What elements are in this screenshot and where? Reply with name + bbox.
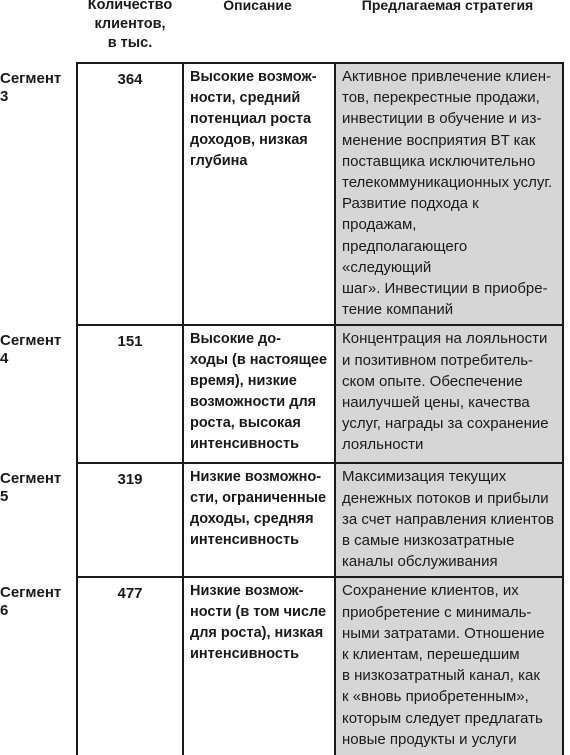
segment-strategy: Активное привлечение клиен- тов, перекрестные продажи, инвестиции в обучение и из- менение восприятия BT как поставщика исключительно телекоммуникационных услуг. Развитие подхода к продажам, предполагающего «следующий шаг». Инвестиции в приобре- тение компаний <box>335 63 563 325</box>
segment-name: Сегмент 4 <box>0 325 77 463</box>
segment-name: Сегмент 3 <box>0 63 77 325</box>
table-row <box>0 63 563 325</box>
segment-description: Низкие возмож- ности (в том числе для роста), низкая интенсивность <box>183 577 335 755</box>
header-description: Описание <box>223 0 292 13</box>
client-count: 151 <box>77 325 183 463</box>
segment-description: Низкие возможно- сти, ограниченные доходы, средняя интенсивность <box>183 463 335 577</box>
segment-description: Высокие возмож- ности, средний потенциал роста доходов, низкая глубина <box>183 63 335 325</box>
client-count: 477 <box>77 577 183 755</box>
table-row <box>0 463 563 577</box>
table-row <box>0 577 563 755</box>
header-proposed-strategy: Предлагаемая стратегия <box>361 0 534 13</box>
table-row <box>0 325 563 463</box>
client-count: 319 <box>77 463 183 577</box>
client-count: 364 <box>77 63 183 325</box>
segment-strategy: Максимизация текущих денежных потоков и прибыли за счет направления клиентов в самые низкозатратные каналы обслуживания <box>335 463 563 577</box>
segment-strategy: Сохранение клиентов, их приобретение с минималь- ными затратами. Отношение к клиентам, перешедшим в низкозатратный канал, как к «вновь приобретенным», которым следует предлагать новые продукты и услуги <box>335 577 563 755</box>
segment-strategy: Концентрация на лояльности и позитивном потребитель- ском опыте. Обеспечение наилучшей цены, качества услуг, награды за сохранение лояльности <box>335 325 563 463</box>
segment-description: Высокие до- ходы (в настоящее время), низкие возможности для роста, высокая интенсивность <box>183 325 335 463</box>
segment-name: Сегмент 5 <box>0 463 77 577</box>
header-client-count: Количество клиентов, в тыс. <box>87 0 173 51</box>
segment-table <box>0 62 564 755</box>
segment-name: Сегмент 6 <box>0 577 77 755</box>
